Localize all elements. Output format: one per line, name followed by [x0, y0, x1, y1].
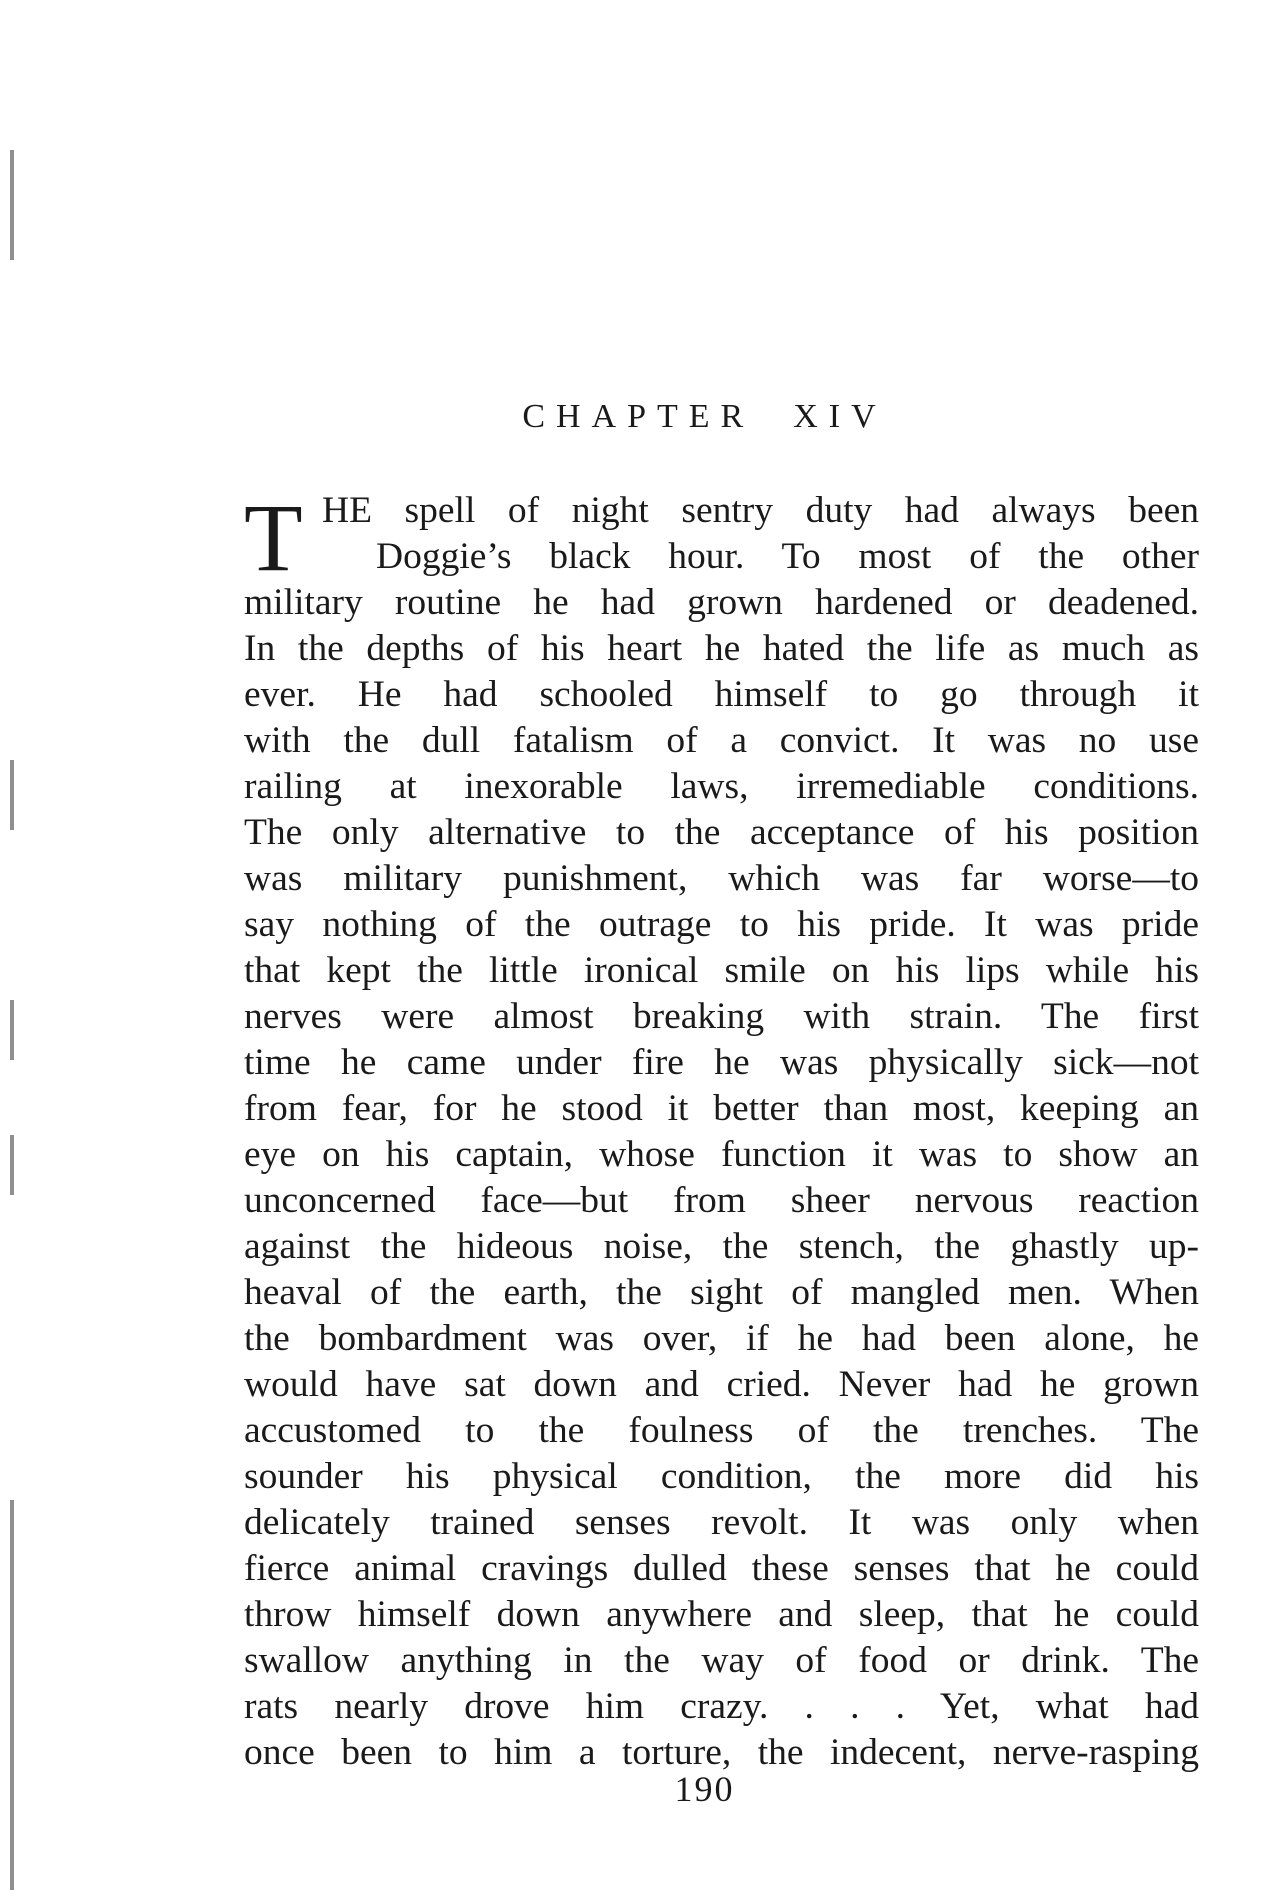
text-line: from fear, for he stood it better than most, keeping an: [244, 1088, 1199, 1129]
text-line: The only alternative to the acceptance of his position: [244, 812, 1199, 853]
text-line: against the hideous noise, the stench, the ghastly up-: [244, 1226, 1199, 1267]
body-text: [244, 580, 1199, 1776]
text-line: unconcerned face—but from sheer nervous reaction: [244, 1180, 1199, 1221]
text-line: the bombardment was over, if he had been alone, he: [244, 1318, 1199, 1359]
opening-lines: [322, 488, 1199, 580]
text-line: accustomed to the foulness of the trenches. The: [244, 1410, 1199, 1451]
text-line: once been to him a torture, the indecent, nerve-rasping: [244, 1732, 1199, 1773]
text-line: nerves were almost breaking with strain. The first: [244, 996, 1199, 1037]
text-line: with the dull fatalism of a convict. It was no use: [244, 720, 1199, 761]
text-line: In the depths of his heart he hated the life as much as: [244, 628, 1199, 669]
drop-cap: T: [244, 484, 303, 591]
text-line: was military punishment, which was far worse—to: [244, 858, 1199, 899]
text-line: Doggie’s black hour. To most of the other: [376, 536, 1199, 577]
text-line: HE spell of night sentry duty had always been: [322, 490, 1199, 531]
text-line: fierce animal cravings dulled these senses that he could: [244, 1548, 1199, 1589]
text-line: military routine he had grown hardened or deadened.: [244, 582, 1199, 623]
text-line: swallow anything in the way of food or drink. The: [244, 1640, 1199, 1681]
text-line: sounder his physical condition, the more did his: [244, 1456, 1199, 1497]
text-line: that kept the little ironical smile on his lips while his: [244, 950, 1199, 991]
text-line: eye on his captain, whose function it was to show an: [244, 1134, 1199, 1175]
text-line: say nothing of the outrage to his pride. It was pride: [244, 904, 1199, 945]
scan-gutter-mark: [10, 1135, 14, 1195]
text-line: heaval of the earth, the sight of mangled men. When: [244, 1272, 1199, 1313]
text-line: time he came under fire he was physically sick—not: [244, 1042, 1199, 1083]
text-line: rats nearly drove him crazy. . . . Yet, what had: [244, 1686, 1199, 1727]
text-line: delicately trained senses revolt. It was only when: [244, 1502, 1199, 1543]
scan-gutter-mark: [10, 150, 14, 260]
text-line: throw himself down anywhere and sleep, that he could: [244, 1594, 1199, 1635]
text-line: railing at inexorable laws, irremediable conditions.: [244, 766, 1199, 807]
scan-gutter-mark: [10, 1000, 14, 1060]
scan-gutter-mark: [10, 760, 14, 830]
text-line: ever. He had schooled himself to go through it: [244, 674, 1199, 715]
chapter-heading: CHAPTER XIV: [522, 398, 887, 435]
text-line: would have sat down and cried. Never had he grown: [244, 1364, 1199, 1405]
scan-gutter-mark: [10, 1500, 14, 1890]
page-number: 190: [674, 1769, 735, 1809]
